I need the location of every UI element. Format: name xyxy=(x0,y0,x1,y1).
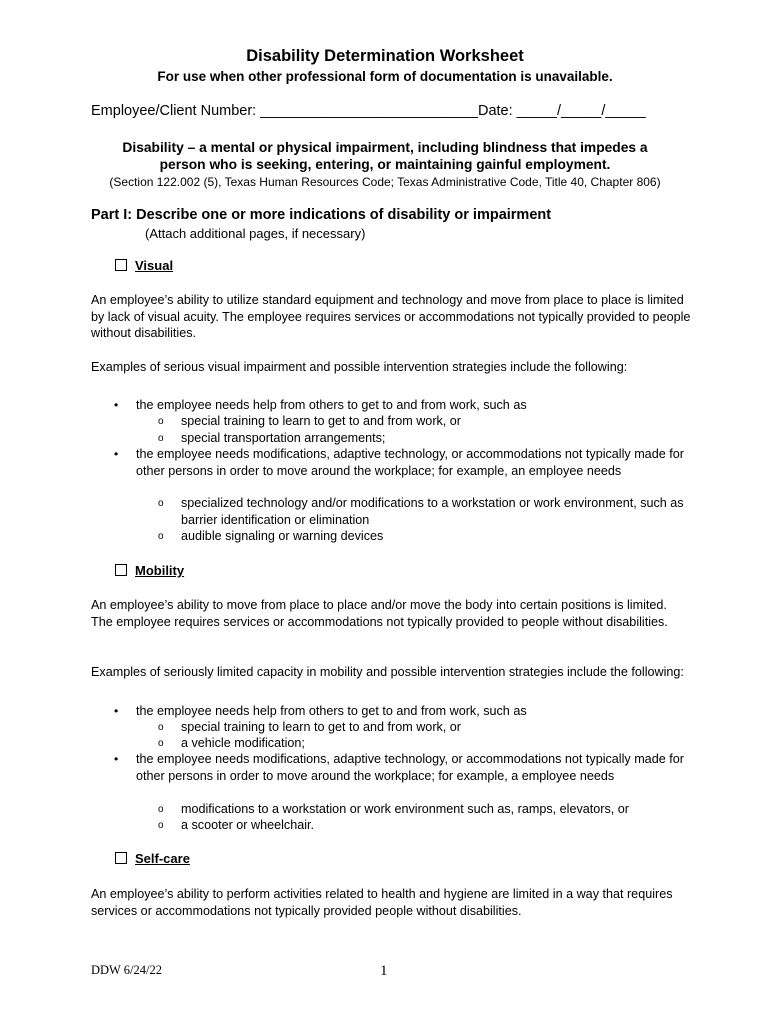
visual-sub-1-2 xyxy=(158,430,691,447)
sub-mark: o xyxy=(158,804,164,815)
mobility-description: An employee’s ability to move from place to place and/or move the body into certain positions is limited. The employee requires services or accommodations not typically provided to people without disabilities. xyxy=(91,598,668,629)
definition-citation: (Section 122.002 (5), Texas Human Resources Code; Texas Administrative Code, Title 40, Chapter 806) xyxy=(109,175,661,189)
sub-mark: o xyxy=(158,498,164,509)
sub-mark: o xyxy=(158,416,164,427)
selfcare-description: An employee’s ability to perform activities related to health and hygiene are limited in a way that requires services or accommodations not typically provided people without disabilities. xyxy=(91,887,673,918)
visual-sub-2-2-text: audible signaling or warning devices xyxy=(181,529,384,543)
visual-bullet-2 xyxy=(114,446,696,479)
visual-sub-2-1 xyxy=(158,495,691,528)
sub-mark: o xyxy=(158,820,164,831)
visual-examples-intro: Examples of serious visual impairment and possible intervention strategies include the following: xyxy=(91,360,628,374)
mobility-label: Mobility xyxy=(135,563,185,578)
footer-form-code: DDW 6/24/22 xyxy=(91,963,162,977)
mobility-bullet-1-text: the employee needs help from others to get to and from work, such as xyxy=(136,704,527,718)
definition-line-2: person who is seeking, entering, or maintaining gainful employment. xyxy=(159,157,611,172)
bullet-mark: • xyxy=(114,398,119,412)
document-title: Disability Determination Worksheet xyxy=(246,47,524,65)
selfcare-category[interactable] xyxy=(115,851,190,866)
mobility-sub-2-1 xyxy=(158,801,691,818)
visual-sub-1-2-text: special transportation arrangements; xyxy=(181,431,386,445)
mobility-bullet-1 xyxy=(114,703,696,720)
selfcare-checkbox[interactable] xyxy=(115,852,127,864)
mobility-sub-2-2-text: a scooter or wheelchair. xyxy=(181,818,315,832)
visual-sub-2-2 xyxy=(158,528,691,545)
visual-bullet-1 xyxy=(114,397,696,414)
mobility-sub-1-2 xyxy=(158,735,691,752)
bullet-mark: • xyxy=(114,752,119,766)
bullet-mark: • xyxy=(114,704,119,718)
mobility-sub-1-1 xyxy=(158,719,691,736)
mobility-sub-2-2 xyxy=(158,817,691,834)
mobility-checkbox[interactable] xyxy=(115,564,127,576)
mobility-examples-intro: Examples of seriously limited capacity in mobility and possible intervention strategies include the following: xyxy=(91,665,684,679)
page-number: 1 xyxy=(380,963,388,979)
sub-mark: o xyxy=(158,433,164,444)
visual-bullet-2-text: the employee needs modifications, adaptive technology, or accommodations not typically made for other persons in order to move around the workplace; for example, an employee needs xyxy=(136,447,684,478)
visual-category[interactable] xyxy=(115,258,173,273)
bullet-mark: • xyxy=(114,447,119,461)
mobility-bullet-2 xyxy=(114,751,696,784)
part-1-heading: Part I: Describe one or more indications of disability or impairment xyxy=(91,207,552,223)
sub-mark: o xyxy=(158,738,164,749)
visual-sub-1-1-text: special training to learn to get to and from work, or xyxy=(181,414,462,428)
mobility-sub-1-1-text: special training to learn to get to and from work, or xyxy=(181,720,462,734)
employee-number-date-line[interactable]: Employee/Client Number: ___________________________Date: _____/_____/_____ xyxy=(91,103,646,119)
mobility-category[interactable] xyxy=(115,563,184,578)
visual-sub-2-1-text: specialized technology and/or modifications to a workstation or work environment, such as barrier identification or elimination xyxy=(181,496,684,527)
document-subtitle: For use when other professional form of documentation is unavailable. xyxy=(157,69,613,84)
visual-sub-1-1 xyxy=(158,413,691,430)
mobility-sub-1-2-text: a vehicle modification; xyxy=(181,736,305,750)
mobility-bullet-2-text: the employee needs modifications, adaptive technology, or accommodations not typically made for other persons in order to move around the workplace; for example, a employee needs xyxy=(136,752,684,783)
part-1-note: (Attach additional pages, if necessary) xyxy=(145,226,366,241)
sub-mark: o xyxy=(158,531,164,542)
visual-label: Visual xyxy=(135,258,174,273)
mobility-sub-2-1-text: modifications to a workstation or work environment such as, ramps, elevators, or xyxy=(181,802,629,816)
visual-description: An employee’s ability to utilize standard equipment and technology and move from place to place is limited by lack of visual acuity. The employee requires services or accommodations not typically provided to people without disabilities. xyxy=(91,293,691,340)
definition-line-1: Disability – a mental or physical impairment, including blindness that impedes a xyxy=(122,140,648,155)
visual-bullet-1-text: the employee needs help from others to get to and from work, such as xyxy=(136,398,527,412)
selfcare-label: Self-care xyxy=(135,851,190,866)
sub-mark: o xyxy=(158,722,164,733)
visual-checkbox[interactable] xyxy=(115,259,127,271)
